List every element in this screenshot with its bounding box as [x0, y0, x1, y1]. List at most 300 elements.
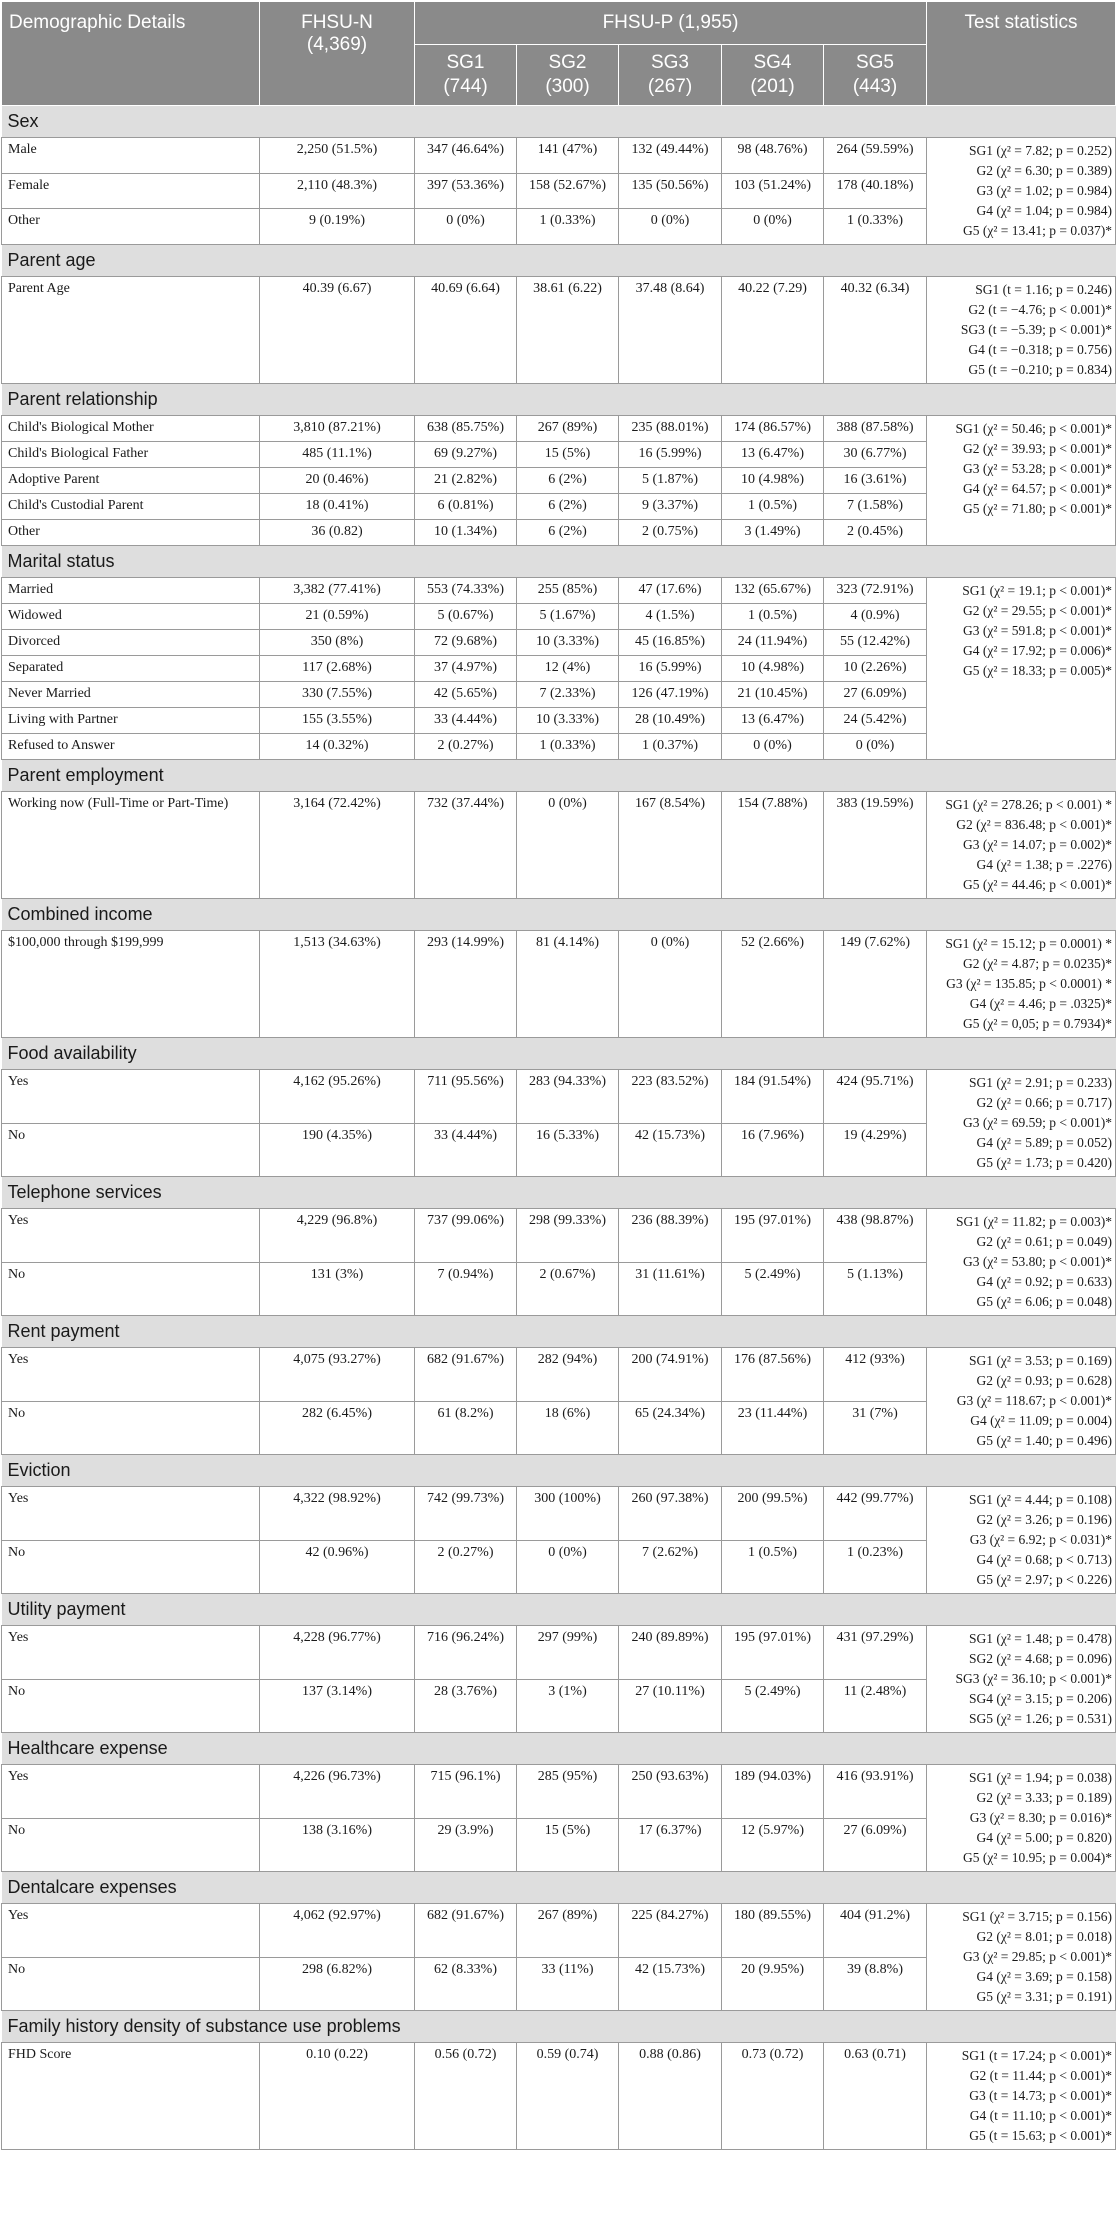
sg5-value: 27 (6.09%) — [824, 1818, 927, 1872]
sg2-value: 282 (94%) — [517, 1348, 619, 1402]
table-row — [2, 1626, 1116, 1680]
sg5-value: 178 (40.18%) — [824, 173, 927, 209]
row-label: Male — [2, 138, 260, 174]
sg3-value: 45 (16.85%) — [619, 630, 722, 656]
test-statistic-line: G4 (χ² = 0.92; p = 0.633) — [976, 1274, 1113, 1289]
section-header — [2, 546, 1116, 578]
fhsu-n-value: 137 (3.14%) — [260, 1679, 415, 1733]
sg4-value: 3 (1.49%) — [722, 520, 824, 546]
sg4-value: 0.73 (0.72) — [722, 2043, 824, 2150]
sg1-value: 33 (4.44%) — [415, 708, 517, 734]
test-statistic-line: G3 (χ² = 1.02; p = 0.984) — [976, 183, 1113, 198]
row-label: $100,000 through $199,999 — [2, 931, 260, 1038]
test-statistic-line: G5 (χ² = 18.33; p = 0.005)* — [963, 663, 1113, 678]
sg1-value: 7 (0.94%) — [415, 1262, 517, 1316]
header-sg4 — [722, 45, 824, 106]
header-sg-count: (443) — [852, 76, 898, 97]
sg3-value: 250 (93.63%) — [619, 1765, 722, 1819]
section-header — [2, 1594, 1116, 1626]
test-statistic-line: SG1 (t = 1.16; p = 0.246) — [975, 282, 1113, 297]
sg4-value: 132 (65.67%) — [722, 578, 824, 604]
header-sg-name: SG1 — [446, 52, 485, 73]
row-label: No — [2, 1262, 260, 1316]
sg4-value: 1 (0.5%) — [722, 604, 824, 630]
sg1-value: 0 (0%) — [415, 209, 517, 245]
sg1-value: 0.56 (0.72) — [415, 2043, 517, 2150]
sg3-value: 28 (10.49%) — [619, 708, 722, 734]
test-statistic-line: G2 (χ² = 4.87; p = 0.0235)* — [963, 956, 1113, 971]
sg1-value: 293 (14.99%) — [415, 931, 517, 1038]
test-statistic-line: G5 (χ² = 71.80; p < 0.001)* — [963, 501, 1113, 516]
test-statistic-line: SG1 (χ² = 7.82; p = 0.252) — [969, 143, 1113, 158]
sg2-value: 283 (94.33%) — [517, 1070, 619, 1124]
table-row — [2, 1904, 1116, 1958]
sg2-value: 18 (6%) — [517, 1401, 619, 1455]
table-body — [2, 106, 1116, 2150]
test-statistic-line: G4 (χ² = 5.89; p = 0.052) — [976, 1135, 1113, 1150]
section-header — [2, 384, 1116, 416]
test-statistic-line: G4 (χ² = 1.38; p = .2276) — [976, 857, 1113, 872]
section-title: Food availability — [2, 1038, 1116, 1070]
row-label: Other — [2, 209, 260, 245]
sg3-value: 0 (0%) — [619, 931, 722, 1038]
row-label: No — [2, 1540, 260, 1594]
fhsu-n-value: 18 (0.41%) — [260, 494, 415, 520]
section-header — [2, 106, 1116, 138]
fhsu-n-value: 485 (11.1%) — [260, 442, 415, 468]
sg3-value: 1 (0.37%) — [619, 734, 722, 760]
row-label: Yes — [2, 1070, 260, 1124]
sg4-value: 98 (48.76%) — [722, 138, 824, 174]
section-title: Combined income — [2, 899, 1116, 931]
test-statistic-line: SG1 (χ² = 1.94; p = 0.038) — [969, 1770, 1113, 1785]
sg1-value: 29 (3.9%) — [415, 1818, 517, 1872]
sg5-value: 412 (93%) — [824, 1348, 927, 1402]
sg3-value: 235 (88.01%) — [619, 416, 722, 442]
row-label: Refused to Answer — [2, 734, 260, 760]
section-title: Utility payment — [2, 1594, 1116, 1626]
fhsu-n-value: 42 (0.96%) — [260, 1540, 415, 1594]
sg5-value: 388 (87.58%) — [824, 416, 927, 442]
section-header — [2, 1733, 1116, 1765]
sg3-value: 4 (1.5%) — [619, 604, 722, 630]
sg3-value: 2 (0.75%) — [619, 520, 722, 546]
test-statistic-line: G2 (χ² = 3.26; p = 0.196) — [976, 1512, 1113, 1527]
sg5-value: 1 (0.33%) — [824, 209, 927, 245]
row-label: No — [2, 1679, 260, 1733]
sg4-value: 12 (5.97%) — [722, 1818, 824, 1872]
row-label: Child's Custodial Parent — [2, 494, 260, 520]
row-label: No — [2, 1123, 260, 1177]
fhsu-n-value: 138 (3.16%) — [260, 1818, 415, 1872]
header-sg-count: (300) — [545, 76, 590, 97]
header-sg-count: (267) — [647, 76, 693, 97]
section-title: Parent age — [2, 245, 1116, 277]
test-statistics-cell — [927, 1904, 1116, 2011]
test-statistic-line: G5 (χ² = 0,05; p = 0.7934)* — [963, 1016, 1113, 1031]
test-statistics-cell — [927, 138, 1116, 245]
sg4-value: 5 (2.49%) — [722, 1262, 824, 1316]
sg3-value: 0 (0%) — [619, 209, 722, 245]
fhsu-n-value: 4,322 (98.92%) — [260, 1487, 415, 1541]
test-statistic-line: G3 (χ² = 69.59; p < 0.001)* — [963, 1115, 1113, 1130]
table-row — [2, 578, 1116, 604]
header-sg-name: SG4 — [753, 52, 792, 73]
sg4-value: 1 (0.5%) — [722, 1540, 824, 1594]
sg2-value: 255 (85%) — [517, 578, 619, 604]
sg1-value: 37 (4.97%) — [415, 656, 517, 682]
sg1-value: 397 (53.36%) — [415, 173, 517, 209]
fhsu-n-value: 131 (3%) — [260, 1262, 415, 1316]
fhsu-n-value: 4,062 (92.97%) — [260, 1904, 415, 1958]
table-row — [2, 1070, 1116, 1124]
section-title: Parent relationship — [2, 384, 1116, 416]
sg2-value: 12 (4%) — [517, 656, 619, 682]
test-statistic-line: SG1 (t = 17.24; p < 0.001)* — [961, 2048, 1113, 2063]
fhsu-n-value: 4,228 (96.77%) — [260, 1626, 415, 1680]
sg2-value: 267 (89%) — [517, 416, 619, 442]
sg2-value: 5 (1.67%) — [517, 604, 619, 630]
table-row — [2, 2043, 1116, 2150]
sg3-value: 5 (1.87%) — [619, 468, 722, 494]
sg4-value: 13 (6.47%) — [722, 442, 824, 468]
header-sg3 — [619, 45, 722, 106]
fhsu-n-value: 2,110 (48.3%) — [260, 173, 415, 209]
sg1-value: 711 (95.56%) — [415, 1070, 517, 1124]
sg3-value: 260 (97.38%) — [619, 1487, 722, 1541]
demographics-table — [1, 1, 1116, 2150]
sg2-value: 6 (2%) — [517, 494, 619, 520]
sg1-value: 62 (8.33%) — [415, 1957, 517, 2011]
sg5-value: 19 (4.29%) — [824, 1123, 927, 1177]
fhsu-n-value: 2,250 (51.5%) — [260, 138, 415, 174]
row-label: Adoptive Parent — [2, 468, 260, 494]
test-statistic-line: SG1 (χ² = 3.53; p = 0.169) — [969, 1353, 1113, 1368]
fhsu-n-value: 190 (4.35%) — [260, 1123, 415, 1177]
sg5-value: 323 (72.91%) — [824, 578, 927, 604]
sg4-value: 24 (11.94%) — [722, 630, 824, 656]
header-sg5 — [824, 45, 927, 106]
sg1-value: 2 (0.27%) — [415, 734, 517, 760]
sg5-value: 4 (0.9%) — [824, 604, 927, 630]
sg1-value: 682 (91.67%) — [415, 1348, 517, 1402]
table-row — [2, 1209, 1116, 1263]
sg3-value: 240 (89.89%) — [619, 1626, 722, 1680]
header-sg-count: (744) — [443, 76, 488, 97]
sg2-value: 33 (11%) — [517, 1957, 619, 2011]
fhsu-n-value: 3,164 (72.42%) — [260, 792, 415, 899]
test-statistic-line: SG1 (χ² = 11.82; p = 0.003)* — [956, 1214, 1113, 1229]
sg4-value: 0 (0%) — [722, 209, 824, 245]
header-demographic: Demographic Details — [2, 2, 260, 106]
fhsu-n-value: 9 (0.19%) — [260, 209, 415, 245]
test-statistic-line: G5 (χ² = 10.95; p = 0.004)* — [963, 1850, 1113, 1865]
test-statistics-cell — [927, 1487, 1116, 1594]
row-label: Working now (Full-Time or Part-Time) — [2, 792, 260, 899]
sg4-value: 16 (7.96%) — [722, 1123, 824, 1177]
section-header — [2, 2011, 1116, 2043]
test-statistic-line: G2 (χ² = 6.30; p = 0.389) — [976, 163, 1113, 178]
fhsu-n-value: 36 (0.82) — [260, 520, 415, 546]
sg4-value: 10 (4.98%) — [722, 656, 824, 682]
section-title: Sex — [2, 106, 1116, 138]
test-statistics-cell — [927, 1348, 1116, 1455]
sg1-value: 28 (3.76%) — [415, 1679, 517, 1733]
sg4-value: 180 (89.55%) — [722, 1904, 824, 1958]
test-statistic-line: SG5 (χ² = 1.26; p = 0.531) — [969, 1711, 1113, 1726]
test-statistic-line: G3 (χ² = 8.30; p = 0.016)* — [969, 1810, 1113, 1825]
row-label: Child's Biological Mother — [2, 416, 260, 442]
sg4-value: 103 (51.24%) — [722, 173, 824, 209]
test-statistic-line: G4 (t = −0.318; p = 0.756) — [968, 342, 1113, 357]
sg5-value: 442 (99.77%) — [824, 1487, 927, 1541]
sg1-value: 42 (5.65%) — [415, 682, 517, 708]
sg2-value: 15 (5%) — [517, 1818, 619, 1872]
test-statistics-cell — [927, 277, 1116, 384]
fhsu-n-value: 155 (3.55%) — [260, 708, 415, 734]
sg1-value: 10 (1.34%) — [415, 520, 517, 546]
test-statistic-line: G2 (χ² = 0.61; p = 0.049) — [976, 1234, 1113, 1249]
test-statistic-line: SG1 (χ² = 4.44; p = 0.108) — [969, 1492, 1113, 1507]
sg1-value: 40.69 (6.64) — [415, 277, 517, 384]
table-row — [2, 416, 1116, 442]
sg3-value: 132 (49.44%) — [619, 138, 722, 174]
sg3-value: 65 (24.34%) — [619, 1401, 722, 1455]
sg5-value: 0.63 (0.71) — [824, 2043, 927, 2150]
test-statistic-line: G3 (t = 14.73; p < 0.001)* — [969, 2088, 1113, 2103]
test-statistic-line: G2 (t = −4.76; p < 0.001)* — [968, 302, 1113, 317]
section-header — [2, 1316, 1116, 1348]
test-statistics-cell — [927, 931, 1116, 1038]
header-sg-name: SG2 — [548, 52, 587, 73]
sg3-value: 167 (8.54%) — [619, 792, 722, 899]
fhsu-n-value: 1,513 (34.63%) — [260, 931, 415, 1038]
test-statistic-line: G4 (χ² = 4.46; p = .0325)* — [969, 996, 1113, 1011]
header-sg-count: (201) — [750, 76, 795, 97]
sg3-value: 236 (88.39%) — [619, 1209, 722, 1263]
sg4-value: 13 (6.47%) — [722, 708, 824, 734]
test-statistic-line: SG1 (χ² = 15.12; p = 0.0001) * — [945, 936, 1113, 951]
test-statistics-cell — [927, 792, 1116, 899]
sg5-value: 416 (93.91%) — [824, 1765, 927, 1819]
header-sg2 — [517, 45, 619, 106]
test-statistic-line: SG1 (χ² = 2.91; p = 0.233) — [969, 1075, 1113, 1090]
sg4-value: 200 (99.5%) — [722, 1487, 824, 1541]
test-statistic-line: G3 (χ² = 6.92; p < 0.031)* — [969, 1532, 1113, 1547]
sg4-value: 10 (4.98%) — [722, 468, 824, 494]
test-statistic-line: G5 (t = 15.63; p < 0.001)* — [969, 2128, 1113, 2143]
table-row — [2, 792, 1116, 899]
table-row — [2, 1348, 1116, 1402]
sg4-value: 21 (10.45%) — [722, 682, 824, 708]
sg2-value: 0 (0%) — [517, 1540, 619, 1594]
sg1-value: 61 (8.2%) — [415, 1401, 517, 1455]
sg1-value: 638 (85.75%) — [415, 416, 517, 442]
sg3-value: 9 (3.37%) — [619, 494, 722, 520]
row-label: No — [2, 1818, 260, 1872]
sg2-value: 141 (47%) — [517, 138, 619, 174]
row-label: FHD Score — [2, 2043, 260, 2150]
section-title: Parent employment — [2, 760, 1116, 792]
section-title: Dentalcare expenses — [2, 1872, 1116, 1904]
sg3-value: 200 (74.91%) — [619, 1348, 722, 1402]
test-statistic-line: G3 (χ² = 118.67; p < 0.001)* — [956, 1393, 1113, 1408]
sg2-value: 297 (99%) — [517, 1626, 619, 1680]
sg3-value: 126 (47.19%) — [619, 682, 722, 708]
test-statistics-cell — [927, 1626, 1116, 1733]
test-statistic-line: G2 (χ² = 0.93; p = 0.628) — [976, 1373, 1113, 1388]
test-statistic-line: G4 (χ² = 3.69; p = 0.158) — [976, 1969, 1113, 1984]
sg4-value: 5 (2.49%) — [722, 1679, 824, 1733]
sg3-value: 37.48 (8.64) — [619, 277, 722, 384]
test-statistics-cell — [927, 1765, 1116, 1872]
sg2-value: 3 (1%) — [517, 1679, 619, 1733]
sg3-value: 42 (15.73%) — [619, 1957, 722, 2011]
sg4-value: 1 (0.5%) — [722, 494, 824, 520]
sg4-value: 20 (9.95%) — [722, 1957, 824, 2011]
test-statistic-line: G5 (χ² = 2.97; p < 0.226) — [976, 1572, 1113, 1587]
header-sg-name: SG3 — [650, 52, 690, 73]
sg5-value: 5 (1.13%) — [824, 1262, 927, 1316]
sg2-value: 15 (5%) — [517, 442, 619, 468]
sg4-value: 189 (94.03%) — [722, 1765, 824, 1819]
test-statistic-line: G5 (χ² = 3.31; p = 0.191) — [976, 1989, 1113, 2004]
sg1-value: 33 (4.44%) — [415, 1123, 517, 1177]
header-fhsu-p: FHSU-P (1,955) — [415, 2, 927, 45]
sg5-value: 16 (3.61%) — [824, 468, 927, 494]
test-statistic-line: G4 (t = 11.10; p < 0.001)* — [969, 2108, 1113, 2123]
sg5-value: 404 (91.2%) — [824, 1904, 927, 1958]
sg5-value: 383 (19.59%) — [824, 792, 927, 899]
section-title: Eviction — [2, 1455, 1116, 1487]
fhsu-n-value: 4,075 (93.27%) — [260, 1348, 415, 1402]
sg5-value: 27 (6.09%) — [824, 682, 927, 708]
test-statistic-line: G4 (χ² = 17.92; p = 0.006)* — [963, 643, 1113, 658]
fhsu-n-value: 4,226 (96.73%) — [260, 1765, 415, 1819]
section-header — [2, 1872, 1116, 1904]
sg1-value: 2 (0.27%) — [415, 1540, 517, 1594]
test-statistic-line: G4 (χ² = 11.09; p = 0.004) — [970, 1413, 1113, 1428]
sg1-value: 347 (46.64%) — [415, 138, 517, 174]
test-statistic-line: SG3 (t = −5.39; p < 0.001)* — [960, 322, 1113, 337]
row-label: Divorced — [2, 630, 260, 656]
sg2-value: 298 (99.33%) — [517, 1209, 619, 1263]
sg3-value: 7 (2.62%) — [619, 1540, 722, 1594]
sg3-value: 0.88 (0.86) — [619, 2043, 722, 2150]
sg1-value: 716 (96.24%) — [415, 1626, 517, 1680]
sg2-value: 1 (0.33%) — [517, 209, 619, 245]
test-statistic-line: G3 (χ² = 591.8; p < 0.001)* — [963, 623, 1113, 638]
row-label: Other — [2, 520, 260, 546]
fhsu-n-value: 3,382 (77.41%) — [260, 578, 415, 604]
section-header — [2, 899, 1116, 931]
sg4-value: 174 (86.57%) — [722, 416, 824, 442]
sg1-value: 69 (9.27%) — [415, 442, 517, 468]
row-label: Yes — [2, 1626, 260, 1680]
sg3-value: 27 (10.11%) — [619, 1679, 722, 1733]
sg5-value: 431 (97.29%) — [824, 1626, 927, 1680]
sg5-value: 10 (2.26%) — [824, 656, 927, 682]
section-title: Family history density of substance use problems — [2, 2011, 1116, 2043]
sg1-value: 5 (0.67%) — [415, 604, 517, 630]
fhsu-n-value: 298 (6.82%) — [260, 1957, 415, 2011]
sg5-value: 424 (95.71%) — [824, 1070, 927, 1124]
test-statistic-line: G2 (t = 11.44; p < 0.001)* — [969, 2068, 1113, 2083]
sg2-value: 1 (0.33%) — [517, 734, 619, 760]
fhsu-n-value: 4,162 (95.26%) — [260, 1070, 415, 1124]
test-statistics-cell — [927, 578, 1116, 760]
sg1-value: 72 (9.68%) — [415, 630, 517, 656]
test-statistic-line: G5 (χ² = 1.40; p = 0.496) — [976, 1433, 1113, 1448]
sg4-value: 154 (7.88%) — [722, 792, 824, 899]
sg2-value: 300 (100%) — [517, 1487, 619, 1541]
sg5-value: 30 (6.77%) — [824, 442, 927, 468]
sg5-value: 55 (12.42%) — [824, 630, 927, 656]
test-statistic-line: G2 (χ² = 29.55; p < 0.001)* — [963, 603, 1113, 618]
test-statistic-line: SG3 (χ² = 36.10; p < 0.001)* — [955, 1671, 1113, 1686]
sg1-value: 737 (99.06%) — [415, 1209, 517, 1263]
test-statistic-line: G4 (χ² = 64.57; p < 0.001)* — [963, 481, 1113, 496]
sg2-value: 6 (2%) — [517, 468, 619, 494]
sg2-value: 16 (5.33%) — [517, 1123, 619, 1177]
row-label: Married — [2, 578, 260, 604]
table-header — [2, 2, 1116, 106]
sg2-value: 2 (0.67%) — [517, 1262, 619, 1316]
sg5-value: 39 (8.8%) — [824, 1957, 927, 2011]
sg3-value: 16 (5.99%) — [619, 442, 722, 468]
fhsu-n-value: 4,229 (96.8%) — [260, 1209, 415, 1263]
row-label: No — [2, 1957, 260, 2011]
sg1-value: 553 (74.33%) — [415, 578, 517, 604]
sg4-value: 195 (97.01%) — [722, 1626, 824, 1680]
section-header — [2, 1038, 1116, 1070]
fhsu-n-value: 40.39 (6.67) — [260, 277, 415, 384]
test-statistic-line: G3 (χ² = 53.28; p < 0.001)* — [963, 461, 1113, 476]
test-statistic-line: G4 (χ² = 5.00; p = 0.820) — [976, 1830, 1113, 1845]
sg5-value: 31 (7%) — [824, 1401, 927, 1455]
fhsu-n-value: 330 (7.55%) — [260, 682, 415, 708]
test-statistic-line: G3 (χ² = 29.85; p < 0.001)* — [963, 1949, 1113, 1964]
sg5-value: 0 (0%) — [824, 734, 927, 760]
test-statistic-line: G5 (t = −0.210; p = 0.834) — [968, 362, 1113, 377]
sg4-value: 0 (0%) — [722, 734, 824, 760]
sg3-value: 47 (17.6%) — [619, 578, 722, 604]
test-statistic-line: SG4 (χ² = 3.15; p = 0.206) — [969, 1691, 1113, 1706]
section-title: Telephone services — [2, 1177, 1116, 1209]
test-statistic-line: G5 (χ² = 44.46; p < 0.001)* — [963, 877, 1113, 892]
section-title: Rent payment — [2, 1316, 1116, 1348]
sg2-value: 158 (52.67%) — [517, 173, 619, 209]
sg4-value: 184 (91.54%) — [722, 1070, 824, 1124]
test-statistic-line: G2 (χ² = 0.66; p = 0.717) — [976, 1095, 1113, 1110]
row-label: Widowed — [2, 604, 260, 630]
sg2-value: 0.59 (0.74) — [517, 2043, 619, 2150]
test-statistic-line: G3 (χ² = 53.80; p < 0.001)* — [963, 1254, 1113, 1269]
sg1-value: 715 (96.1%) — [415, 1765, 517, 1819]
sg4-value: 40.22 (7.29) — [722, 277, 824, 384]
row-label: Living with Partner — [2, 708, 260, 734]
test-statistic-line: G5 (χ² = 6.06; p = 0.048) — [976, 1294, 1113, 1309]
sg1-value: 21 (2.82%) — [415, 468, 517, 494]
table-row — [2, 1487, 1116, 1541]
sg2-value: 7 (2.33%) — [517, 682, 619, 708]
test-statistic-line: G5 (χ² = 13.41; p = 0.037)* — [963, 223, 1113, 238]
sg5-value: 11 (2.48%) — [824, 1679, 927, 1733]
section-header — [2, 245, 1116, 277]
fhsu-n-value: 117 (2.68%) — [260, 656, 415, 682]
sg5-value: 2 (0.45%) — [824, 520, 927, 546]
section-title: Marital status — [2, 546, 1116, 578]
